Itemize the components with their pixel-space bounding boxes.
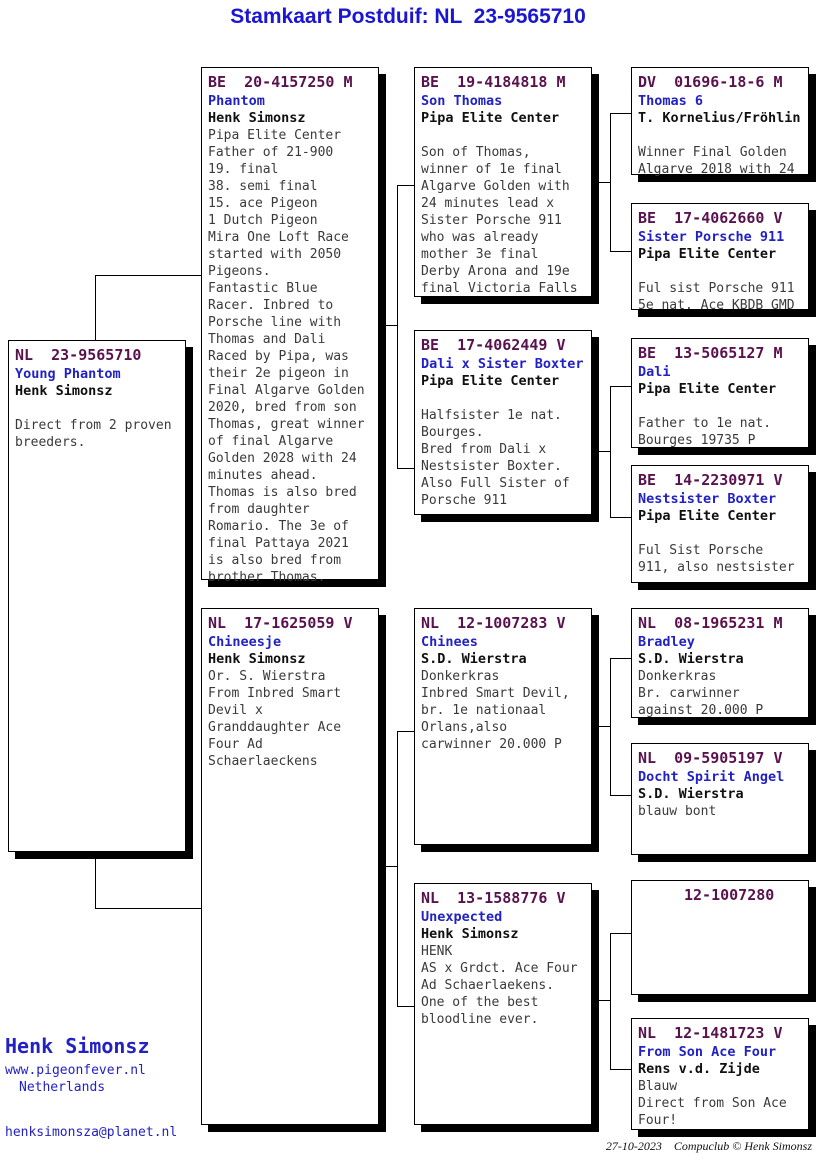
pigeon-notes xyxy=(421,943,585,1028)
pigeon-name: Son Thomas xyxy=(421,93,503,109)
connector-line xyxy=(610,251,631,252)
pedigree-box-unexpected xyxy=(414,883,592,1125)
connector-line xyxy=(380,325,398,326)
note-line: 911, also nestsister xyxy=(638,560,795,575)
owner-name: Henk Simonsz xyxy=(208,110,306,126)
note-line: of final Algarve xyxy=(208,434,334,449)
pigeon-notes xyxy=(638,127,802,178)
note-line xyxy=(15,400,179,417)
connector-line xyxy=(593,726,611,727)
note-line: is also bred from xyxy=(208,553,342,568)
note-line: br. 1e nationaal xyxy=(421,703,547,718)
connector-line xyxy=(610,1069,631,1070)
connector-line xyxy=(95,908,201,909)
note-line: blauw bont xyxy=(638,804,717,819)
breeder-website: www.pigeonfever.nl xyxy=(5,1063,146,1078)
ring-number: BE 19-4184818 M xyxy=(421,73,566,91)
pigeon-name: Unexpected xyxy=(421,909,503,925)
ring-number: NL 13-1588776 V xyxy=(421,889,566,907)
owner-name: Pipa Elite Center xyxy=(638,381,777,397)
owner-name: S.D. Wierstra xyxy=(421,651,527,667)
owner-name: S.D. Wierstra xyxy=(638,786,744,802)
print-date: 27-10-2023 xyxy=(605,1139,662,1153)
connector-line xyxy=(610,113,631,114)
pigeon-name: Phantom xyxy=(208,93,265,109)
owner-name: Henk Simonsz xyxy=(15,383,113,399)
note-line: Granddaughter Ace xyxy=(208,720,342,735)
pigeon-name: Dali xyxy=(638,364,671,380)
pedigree-box-dali-x-sister-boxter xyxy=(414,330,592,515)
page-title: Stamkaart Postduif: NL 23-9565710 xyxy=(230,5,586,28)
note-line: Four Ad xyxy=(208,737,263,752)
ring-number: NL 09-5905197 V xyxy=(638,749,783,767)
note-line: Or. S. Wierstra xyxy=(208,669,326,684)
note-line: Four! xyxy=(638,1113,678,1128)
pedigree-box-sister-porsche-911 xyxy=(631,203,809,313)
pigeon-name: Docht Spirit Angel xyxy=(638,769,785,785)
note-line: winner of 1e final xyxy=(421,162,562,177)
note-line: Direct from Son Ace xyxy=(638,1096,787,1111)
connector-line xyxy=(610,386,611,518)
note-line: against 20.000 P xyxy=(638,703,764,718)
note-line: brother Thomas. xyxy=(208,570,326,585)
connector-line xyxy=(610,386,631,387)
note-line: started with 2050 xyxy=(208,247,342,262)
connector-line xyxy=(397,731,414,732)
ring-number: BE 14-2230971 V xyxy=(638,471,783,489)
pedigree-box-son-thomas xyxy=(414,67,592,297)
pigeon-notes xyxy=(421,127,585,297)
pigeon-name: Thomas 6 xyxy=(638,93,704,109)
pigeon-notes xyxy=(638,1078,802,1129)
ring-number: DV 01696-18-6 M xyxy=(638,73,783,91)
note-line xyxy=(638,127,802,144)
note-line: Ful sist Porsche 911 xyxy=(638,281,795,296)
note-line: Direct from 2 proven xyxy=(15,418,172,433)
note-line: Raced by Pipa, was xyxy=(208,349,349,364)
note-line: 19. final xyxy=(208,162,279,177)
note-line: Final Algarve Golden xyxy=(208,383,365,398)
connector-line xyxy=(593,182,611,183)
note-line: Devil x xyxy=(208,703,263,718)
pedigree-box-thomas-6 xyxy=(631,67,809,175)
note-line: breeders. xyxy=(15,435,86,450)
pedigree-box-from-son-ace-four xyxy=(631,1018,809,1130)
ring-number: NL 17-1625059 V xyxy=(208,614,353,632)
note-line: Also Full Sister of xyxy=(421,476,570,491)
note-line: HENK xyxy=(421,944,453,959)
pigeon-notes xyxy=(421,390,585,509)
pedigree-box-chinees xyxy=(414,608,592,845)
note-line: their 2e pigeon in xyxy=(208,366,349,381)
note-line: Fantastic Blue xyxy=(208,281,318,296)
owner-name: Henk Simonsz xyxy=(421,926,519,942)
breeder-email: henksimonsza@planet.nl xyxy=(5,1125,178,1140)
connector-line xyxy=(610,658,611,796)
note-line: 15. ace Pigeon xyxy=(208,196,318,211)
pedigree-box-subject xyxy=(8,340,186,852)
ring-number: BE 13-5065127 M xyxy=(638,344,783,362)
note-line: 24 minutes lead x xyxy=(421,196,555,211)
connector-line xyxy=(610,658,631,659)
pedigree-box-chineesje xyxy=(201,608,379,1125)
note-line: who was already xyxy=(421,230,539,245)
breeder-country: Netherlands xyxy=(19,1080,106,1095)
owner-name: Pipa Elite Center xyxy=(638,508,777,524)
note-line xyxy=(421,127,585,144)
connector-line xyxy=(380,866,398,867)
note-line: 38. semi final xyxy=(208,179,318,194)
note-line: from daughter xyxy=(208,502,310,517)
note-line: Golden 2028 with 24 xyxy=(208,451,357,466)
pigeon-name: Sister Porsche 911 xyxy=(638,229,785,245)
pigeon-name: Chinees xyxy=(421,634,478,650)
note-line: Sister Porsche 911 xyxy=(421,213,562,228)
connector-line xyxy=(95,275,96,340)
owner-name: Rens v.d. Zijde xyxy=(638,1061,760,1077)
note-line: Porsche 911 xyxy=(421,493,508,508)
pigeon-notes xyxy=(638,668,802,719)
connector-line xyxy=(593,1000,611,1001)
connector-line xyxy=(397,1006,414,1007)
note-line: Bourges. xyxy=(421,425,484,440)
note-line: Halfsister 1e nat. xyxy=(421,408,562,423)
note-line: Schaerlaeckens xyxy=(208,754,318,769)
connector-line xyxy=(610,933,631,934)
pedigree-box-docht-spirit-angel xyxy=(631,743,809,855)
note-line: Blauw xyxy=(638,1079,678,1094)
note-line: carwinner 20.000 P xyxy=(421,737,562,752)
note-line: Inbred Smart Devil, xyxy=(421,686,570,701)
pigeon-name: Young Phantom xyxy=(15,366,121,382)
print-credit xyxy=(606,1139,812,1154)
note-line: Pigeons. xyxy=(208,264,271,279)
ring-number: NL 12-1481723 V xyxy=(638,1024,783,1042)
owner-name: Pipa Elite Center xyxy=(638,246,777,262)
ring-number: NL 12-1007283 V xyxy=(421,614,566,632)
note-line: From Inbred Smart xyxy=(208,686,342,701)
software-credit: Compuclub © Henk Simonsz xyxy=(673,1139,812,1153)
connector-line xyxy=(610,517,631,518)
note-line: minutes ahead. xyxy=(208,468,318,483)
note-line: Orlans,also xyxy=(421,720,508,735)
ring-number: NL 08-1965231 M xyxy=(638,614,783,632)
note-line: Porsche line with xyxy=(208,315,342,330)
pedigree-box-phantom xyxy=(201,67,379,585)
note-line: Donkerkras xyxy=(638,669,717,684)
note-line xyxy=(638,398,802,415)
ring-number: NL 23-9565710 xyxy=(15,346,142,364)
note-line: 5e nat. Ace KBDB GMD xyxy=(638,298,795,313)
connector-line xyxy=(397,731,398,1007)
pigeon-notes xyxy=(15,400,179,451)
note-line: Br. carwinner xyxy=(638,686,740,701)
note-line: Thomas and Dali xyxy=(208,332,326,347)
owner-name: Pipa Elite Center xyxy=(421,110,560,126)
note-line: Romario. The 3e of xyxy=(208,519,349,534)
pigeon-notes xyxy=(208,127,372,586)
connector-line xyxy=(610,113,611,252)
note-line: Bourges 19735 P xyxy=(638,433,756,448)
note-line: Pipa Elite Center xyxy=(208,128,342,143)
pigeon-name: Chineesje xyxy=(208,634,282,650)
note-line xyxy=(421,390,585,407)
connector-line xyxy=(397,185,414,186)
note-line: mother 3e final xyxy=(421,247,539,262)
note-line: Thomas is also bred xyxy=(208,485,357,500)
note-line: 1 Dutch Pigeon xyxy=(208,213,318,228)
connector-line xyxy=(95,275,201,276)
note-line: Ful Sist Porsche xyxy=(638,543,764,558)
ring-number: BE 17-4062449 V xyxy=(421,336,566,354)
pigeon-notes xyxy=(638,525,802,576)
note-line: Nestsister Boxter. xyxy=(421,459,562,474)
note-line: AS x Grdct. Ace Four xyxy=(421,961,578,976)
note-line: bloodline ever. xyxy=(421,1012,539,1027)
note-line xyxy=(638,263,802,280)
pedigree-box-bradley xyxy=(631,608,809,718)
ring-number: BE 20-4157250 M xyxy=(208,73,353,91)
note-line: Algarve 2018 with 24 xyxy=(638,162,795,177)
pigeon-name: Nestsister Boxter xyxy=(638,491,777,507)
note-line: final Victoria Falls xyxy=(421,281,578,296)
note-line: Donkerkras xyxy=(421,669,500,684)
pigeon-notes xyxy=(208,668,372,770)
pigeon-notes xyxy=(421,668,585,753)
connector-line xyxy=(95,852,96,908)
breeder-name: Henk Simonsz xyxy=(5,1034,150,1058)
pigeon-notes xyxy=(638,803,802,820)
note-line: Winner Final Golden xyxy=(638,145,787,160)
note-line: One of the best xyxy=(421,995,539,1010)
connector-line xyxy=(397,185,398,469)
credit-spacer xyxy=(662,1139,674,1153)
pedigree-box-dali xyxy=(631,338,809,448)
note-line: Derby Arona and 19e xyxy=(421,264,570,279)
note-line xyxy=(638,525,802,542)
pigeon-name: Bradley xyxy=(638,634,695,650)
note-line: final Pattaya 2021 xyxy=(208,536,349,551)
note-line: Ad Schaerlaekens. xyxy=(421,978,555,993)
owner-name: Henk Simonsz xyxy=(208,651,306,667)
note-line: Father to 1e nat. xyxy=(638,416,772,431)
connector-line xyxy=(593,451,611,452)
owner-name: S.D. Wierstra xyxy=(638,651,744,667)
note-line: Mira One Loft Race xyxy=(208,230,349,245)
connector-line xyxy=(610,933,611,1070)
pigeon-name: From Son Ace Four xyxy=(638,1044,777,1060)
pigeon-notes xyxy=(638,398,802,449)
connector-line xyxy=(610,795,631,796)
note-line: Racer. Inbred to xyxy=(208,298,334,313)
note-line: Thomas, great winner xyxy=(208,417,365,432)
owner-name: T. Kornelius/Fröhlin xyxy=(638,110,801,126)
note-line: Father of 21-900 xyxy=(208,145,334,160)
ring-number: BE 17-4062660 V xyxy=(638,209,783,227)
pedigree-box-nestsister-boxter xyxy=(631,465,809,583)
note-line: Algarve Golden with xyxy=(421,179,570,194)
pigeon-notes xyxy=(638,263,802,314)
pedigree-box-1007280 xyxy=(631,880,809,995)
note-line: 2020, bred from son xyxy=(208,400,357,415)
pigeon-name: Dali x Sister Boxter xyxy=(421,356,584,372)
ring-number: 12-1007280 xyxy=(684,886,775,904)
owner-name: Pipa Elite Center xyxy=(421,373,560,389)
note-line: Son of Thomas, xyxy=(421,145,531,160)
connector-line xyxy=(397,468,414,469)
note-line: Bred from Dali x xyxy=(421,442,547,457)
